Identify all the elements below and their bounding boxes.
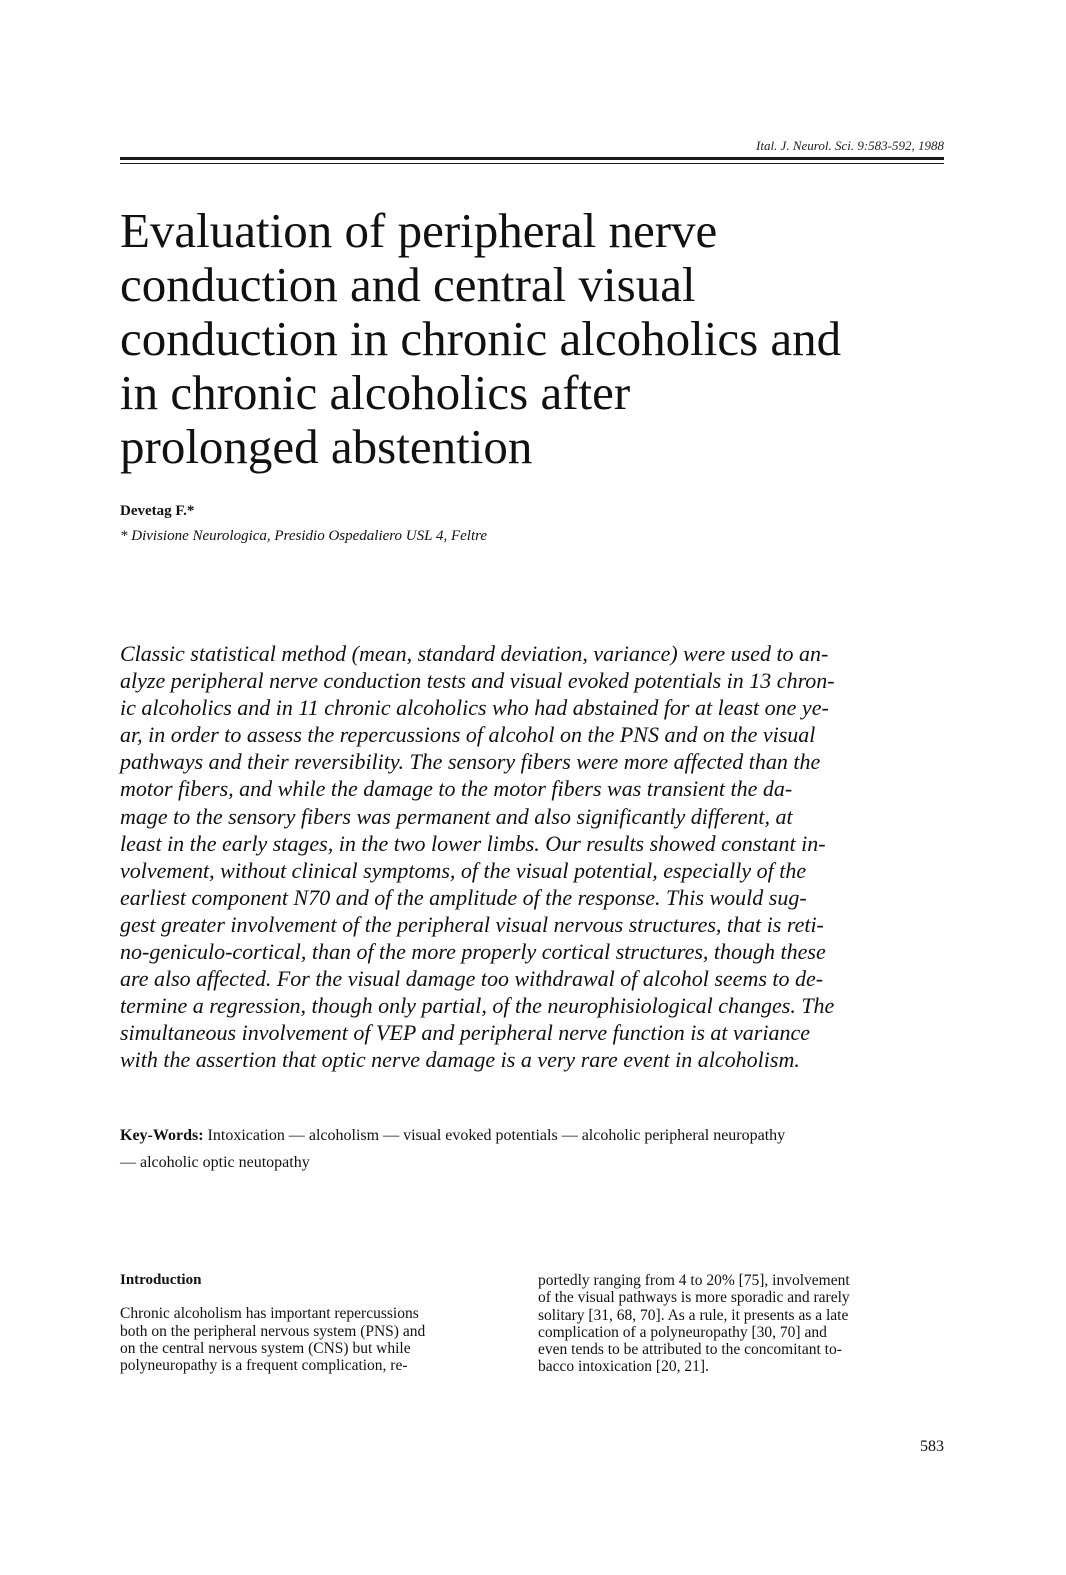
- header-rule-thin: [120, 163, 944, 164]
- body-line: portedly ranging from 4 to 20% [75], involvement: [538, 1272, 850, 1289]
- title-line: conduction and central visual: [120, 257, 696, 312]
- abstract-line: earliest component N70 and of the amplitude of the response. This would sug-: [120, 884, 807, 910]
- title-line: prolonged abstention: [120, 419, 533, 474]
- abstract-line: motor fibers, and while the damage to the motor fibers was transient the da-: [120, 776, 793, 802]
- header-rule-thick: [120, 157, 944, 160]
- keywords-line: — alcoholic optic neutopathy: [120, 1154, 310, 1171]
- body-line: even tends to be attributed to the concomitant to-: [538, 1341, 842, 1359]
- body-line: bacco intoxication [20, 21].: [538, 1358, 709, 1376]
- keywords-line: [120, 1122, 950, 1149]
- keywords-text: Intoxication — alcoholism — visual evoked potentials — alcoholic peripheral neuropathy: [207, 1127, 786, 1144]
- abstract-line: ar, in order to assess the repercussions of alcohol on the PNS and on the visual: [120, 722, 816, 748]
- page-number: 583: [920, 1438, 944, 1455]
- title-line: in chronic alcoholics after: [120, 365, 631, 420]
- abstract-line: alyze peripheral nerve conduction tests and visual evoked potentials in 13 chron-: [120, 668, 835, 694]
- keywords-label: Key-Words:: [120, 1127, 204, 1144]
- title-line: Evaluation of peripheral nerve: [120, 203, 718, 258]
- abstract-line: volvement, without clinical symptoms, of the visual potential, especially of the: [120, 857, 807, 883]
- abstract-line: no-geniculo-cortical, than of the more properly cortical structures, though these: [120, 939, 826, 965]
- body-line: complication of a polyneuropathy [30, 70] and: [538, 1323, 827, 1341]
- abstract-line: termine a regression, though only partial, of the neurophisiological changes. The: [120, 993, 835, 1019]
- author-affiliation: * Divisione Neurologica, Presidio Ospedaliero USL 4, Feltre: [120, 528, 488, 544]
- journal-reference: Ital. J. Neurol. Sci. 9:583-592, 1988: [756, 138, 944, 153]
- body-line: both on the peripheral nervous system (PNS) and: [120, 1322, 426, 1340]
- abstract-line: least in the early stages, in the two lower limbs. Our results showed constant in-: [120, 830, 826, 856]
- abstract-line: Classic statistical method (mean, standard deviation, variance) were used to an-: [120, 641, 829, 666]
- author-name: Devetag F.*: [120, 503, 195, 519]
- abstract-line: mage to the sensory fibers was permanent and also significantly different, at: [120, 803, 793, 829]
- body-column-right: [538, 1272, 923, 1376]
- abstract-line: pathways and their reversibility. The sensory fibers were more affected than the: [120, 749, 821, 775]
- body-line: on the central nervous system (CNS) but while: [120, 1339, 411, 1357]
- title-line: conduction in chronic alcoholics and: [120, 311, 842, 366]
- article-title: [120, 204, 950, 474]
- body-line: Chronic alcoholism has important repercussions: [120, 1305, 419, 1323]
- abstract: [120, 640, 950, 1074]
- abstract-line: gest greater involvement of the peripheral visual nervous structures, that is reti-: [120, 911, 824, 937]
- keywords: [120, 1122, 950, 1176]
- body-line: solitary [31, 68, 70]. As a rule, it presents as a late: [538, 1306, 849, 1324]
- section-heading: Introduction: [120, 1272, 202, 1288]
- body-line: of the visual pathways is more sporadic and rarely: [538, 1289, 850, 1307]
- abstract-line: simultaneous involvement of VEP and peripheral nerve function is at variance: [120, 1020, 811, 1046]
- abstract-line: with the assertion that optic nerve damage is a very rare event in alcoholism.: [120, 1047, 800, 1073]
- body-column-left: [120, 1272, 505, 1374]
- abstract-line: ic alcoholics and in 11 chronic alcoholics who had abstained for at least one ye-: [120, 695, 829, 721]
- body-line: polyneuropathy is a frequent complication, re-: [120, 1357, 408, 1375]
- abstract-line: are also affected. For the visual damage too withdrawal of alcohol seems to de-: [120, 966, 824, 992]
